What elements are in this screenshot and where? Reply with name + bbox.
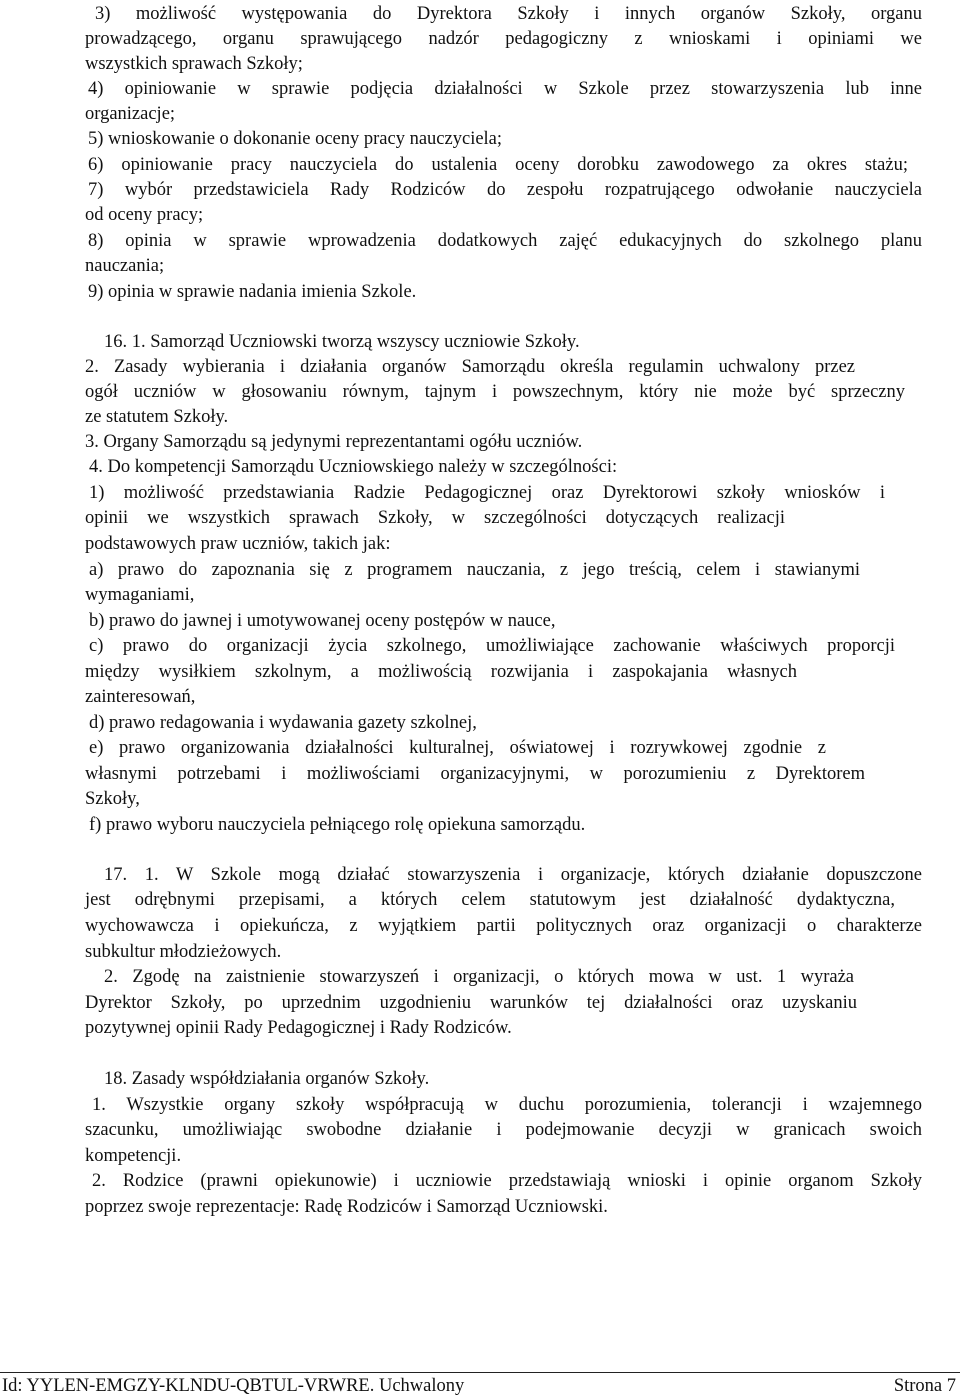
- text-line: a) prawo do zapoznania się z programem nauczania, z jego treścią, celem i stawianymi: [89, 560, 860, 580]
- text-line: 8) opinia w sprawie wprowadzenia dodatkowych zajęć edukacyjnych do szkolnego planu: [88, 231, 922, 251]
- text-line: ogół uczniów w głosowaniu równym, tajnym i powszechnym, który nie może być sprzeczny: [85, 382, 905, 402]
- text-line: organizacje;: [85, 104, 176, 124]
- text-line: szacunku, umożliwiając swobodne działanie i podejmowanie decyzji w granicach swoich: [85, 1120, 922, 1140]
- text-line: kompetencji.: [85, 1146, 182, 1166]
- text-line: pozytywnej opinii Rady Pedagogicznej i Rady Rodziców.: [85, 1018, 512, 1038]
- text-line: od oceny pracy;: [85, 205, 204, 225]
- text-line: między wysiłkiem szkolnym, a możliwością rozwijania i zaspokajania własnych: [85, 662, 797, 682]
- text-line: b) prawo do jawnej i umotywowanej oceny postępów w nauce,: [89, 611, 556, 631]
- section-heading: 18. Zasady współdziałania organów Szkoły.: [104, 1069, 430, 1089]
- text-line: e) prawo organizowania działalności kulturalnej, oświatowej i rozrywkowej zgodnie z: [89, 738, 826, 758]
- text-line: 3) możliwość występowania do Dyrektora Szkoły i innych organów Szkoły, organu: [95, 4, 922, 24]
- footer-divider: [0, 1372, 960, 1373]
- section-heading: 17. 1. W Szkole mogą działać stowarzyszenia i organizacje, których działanie dopuszczone: [104, 865, 922, 885]
- text-line: c) prawo do organizacji życia szkolnego, umożliwiające zachowanie właściwych proporcji: [89, 636, 895, 656]
- text-line: 5) wnioskowanie o dokonanie oceny pracy nauczyciela;: [88, 129, 503, 149]
- text-line: wszystkich sprawach Szkoły;: [85, 54, 303, 74]
- text-line: podstawowych praw uczniów, takich jak:: [85, 534, 391, 554]
- text-line: 2. Rodzice (prawni opiekunowie) i uczniowie przedstawiają wnioski i opinie organom Szkoły: [92, 1171, 922, 1191]
- text-line: 1. Wszystkie organy szkoły współpracują w duchu porozumienia, tolerancji i wzajemnego: [92, 1095, 922, 1115]
- text-line: prowadzącego, organu sprawującego nadzór pedagogiczny z wnioskami i opiniami we: [85, 29, 922, 49]
- text-line: 1) możliwość przedstawiania Radzie Pedagogicznej oraz Dyrektorowi szkoły wniosków i: [89, 483, 885, 503]
- footer-document-id: Id: YYLEN-EMGZY-KLNDU-QBTUL-VRWRE. Uchwalony: [2, 1376, 465, 1396]
- section-heading: 16. 1. Samorząd Uczniowski tworzą wszyscy uczniowie Szkoły.: [104, 332, 580, 352]
- text-line: 7) wybór przedstawiciela Rady Rodziców do zespołu rozpatrującego odwołanie nauczyciela: [88, 180, 922, 200]
- text-line: wychowawcza i opiekuńcza, z wyjątkiem partii politycznych oraz organizacji o charakterze: [85, 916, 922, 936]
- text-line: 9) opinia w sprawie nadania imienia Szkole.: [88, 282, 417, 302]
- text-line: 3. Organy Samorządu są jedynymi reprezentantami ogółu uczniów.: [85, 432, 583, 452]
- text-line: 6) opiniowanie pracy nauczyciela do ustalenia oceny dorobku zawodowego za okres stażu;: [88, 155, 908, 175]
- text-line: 2. Zasady wybierania i działania organów Samorządu określa regulamin uchwalony przez: [85, 357, 855, 377]
- text-line: ze statutem Szkoły.: [85, 407, 229, 427]
- text-line: poprzez swoje reprezentacje: Radę Rodziców i Samorząd Uczniowski.: [85, 1197, 608, 1217]
- footer-page-number: Strona 7: [893, 1376, 956, 1396]
- text-line: opinii we wszystkich sprawach Szkoły, w szczególności dotyczących realizacji: [85, 508, 785, 528]
- text-line: 4) opiniowanie w sprawie podjęcia działalności w Szkole przez stowarzyszenia lub inne: [88, 79, 922, 99]
- text-line: własnymi potrzebami i możliwościami organizacyjnymi, w porozumieniu z Dyrektorem: [85, 764, 865, 784]
- text-line: subkultur młodzieżowych.: [85, 942, 282, 962]
- text-line: Dyrektor Szkoły, po uprzednim uzgodnieniu warunków tej działalności oraz uzyskaniu: [85, 993, 857, 1013]
- text-line: d) prawo redagowania i wydawania gazety szkolnej,: [89, 713, 477, 733]
- text-line: wymaganiami,: [85, 585, 195, 605]
- text-line: Szkoły,: [85, 789, 140, 809]
- text-line: f) prawo wyboru nauczyciela pełniącego rolę opiekuna samorządu.: [89, 815, 586, 835]
- text-line: zainteresowań,: [85, 687, 196, 707]
- text-line: jest odrębnymi przepisami, a których celem statutowym jest działalność dydaktyczna,: [85, 890, 895, 910]
- text-line: 4. Do kompetencji Samorządu Uczniowskiego należy w szczególności:: [89, 457, 618, 477]
- text-line: 2. Zgodę na zaistnienie stowarzyszeń i organizacji, o których mowa w ust. 1 wyraża: [104, 967, 854, 987]
- text-line: nauczania;: [85, 256, 165, 276]
